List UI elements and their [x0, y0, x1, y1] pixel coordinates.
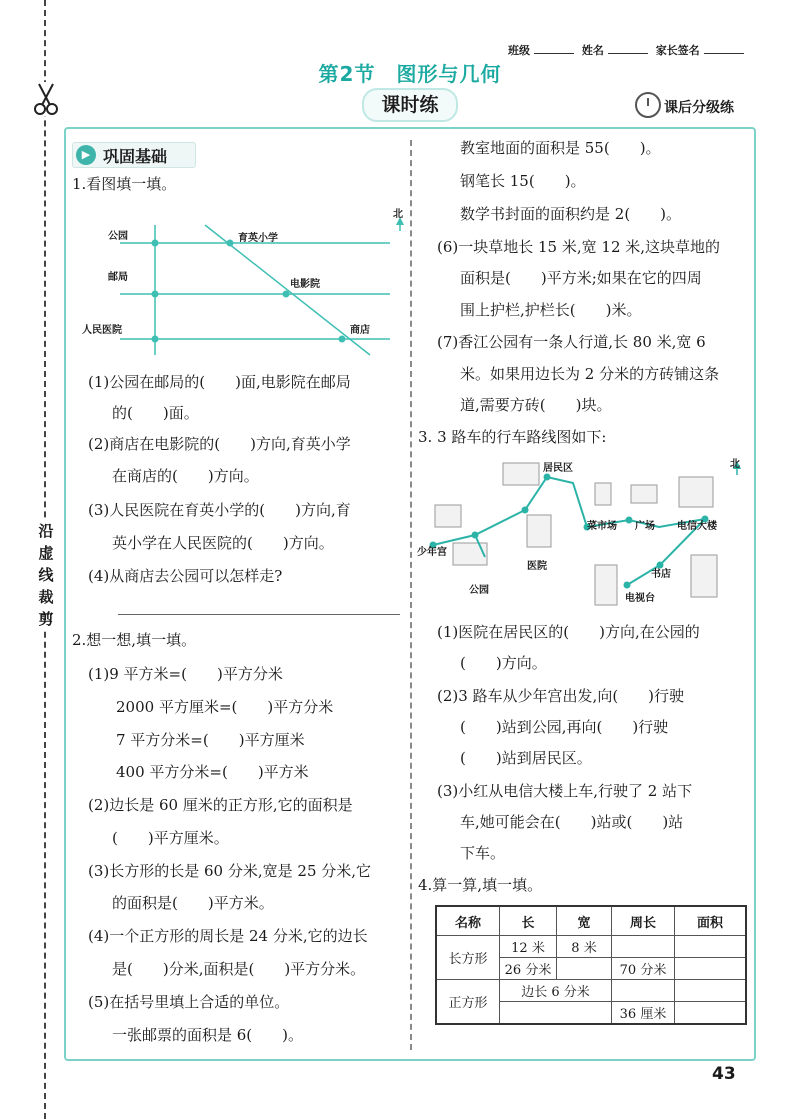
q2-cont-item: (6)一块草地长 15 米,宽 12 米,这块草地的: [437, 238, 721, 256]
class-blank[interactable]: [534, 53, 574, 54]
map-park-label: 公园: [108, 231, 128, 242]
table-cell: 12 米: [500, 936, 557, 958]
basics-banner: [72, 142, 196, 168]
q1-item: (2)商店在电影院的( )方向,育英小学: [88, 435, 351, 453]
q1-item: (4)从商店去公园可以怎样走?: [88, 567, 283, 585]
q2-item: 的面积是( )平方米。: [112, 894, 274, 912]
map-shop-label: 商店: [350, 325, 370, 336]
calc-table: [435, 905, 747, 1025]
q2-item: (5)在括号里填上合适的单位。: [88, 993, 290, 1011]
q3-item: (3)小红从电信大楼上车,行驶了 2 站下: [437, 782, 693, 800]
table-cell[interactable]: [675, 936, 747, 958]
bus-route-map: [415, 455, 755, 615]
q2-item: 7 平方分米=( )平方厘米: [116, 731, 305, 749]
page-number: 43: [712, 1064, 736, 1084]
q3-item: 下车。: [460, 844, 506, 862]
practice-title: 课时练: [362, 88, 458, 122]
bookstore-label: 书店: [651, 569, 671, 580]
map-school-label: 育英小学: [238, 233, 278, 244]
q1-item: 的( )面。: [112, 404, 199, 422]
name-label: 姓名: [581, 44, 604, 57]
cut-instruction: 沿虚线裁剪: [36, 520, 56, 630]
q1-item: 在商店的( )方向。: [112, 467, 259, 485]
table-cell: 36 厘米: [612, 1002, 675, 1025]
q3-item: ( )站到居民区。: [460, 749, 592, 767]
table-cell[interactable]: [557, 958, 612, 980]
basics-label: 巩固基础: [103, 147, 168, 166]
q1-item: (1)公园在邮局的( )面,电影院在邮局: [88, 373, 351, 391]
table-cell[interactable]: [612, 936, 675, 958]
answer-line[interactable]: [118, 614, 400, 615]
tv-tower-label: 电视台: [625, 593, 655, 604]
residential-label: 居民区: [543, 463, 573, 474]
table-header-row: [436, 906, 746, 936]
table-row: [436, 936, 746, 958]
square-label: 正方形: [436, 980, 500, 1025]
table-cell[interactable]: [675, 980, 747, 1002]
column-divider: [410, 140, 412, 1050]
square-label: 广场: [635, 521, 655, 532]
header-name: 名称: [436, 906, 500, 936]
map-cinema-label: 电影院: [290, 279, 320, 290]
q3-title: 3. 3 路车的行车路线图如下:: [418, 428, 607, 446]
q1-item: (3)人民医院在育英小学的( )方向,育: [88, 501, 351, 519]
q3-item: ( )方向。: [460, 654, 547, 672]
q2-cont-item: 道,需要方砖( )块。: [460, 396, 612, 414]
telecom-label: 电信大楼: [677, 521, 717, 532]
parent-sign-label: 家长签名: [655, 44, 700, 57]
q3-item: 车,她可能会在( )站或( )站: [460, 813, 684, 831]
table-cell: 边长 6 分米: [500, 980, 612, 1002]
table-row: [436, 980, 746, 1002]
class-label: 班级: [508, 44, 530, 57]
table-cell: 70 分米: [612, 958, 675, 980]
north-label: 北: [730, 459, 740, 470]
rect-label: 长方形: [436, 936, 500, 980]
q3-item: ( )站到公园,再向( )行驶: [460, 718, 669, 736]
q2-item: (1)9 平方米=( )平方分米: [88, 665, 283, 683]
north-label: 北: [393, 209, 403, 220]
street-map: [80, 205, 410, 365]
table-cell: 26 分米: [500, 958, 557, 980]
q2-cont-item: 米。如果用边长为 2 分米的方砖铺这条: [460, 365, 720, 383]
q2-title: 2.想一想,填一填。: [72, 631, 197, 649]
header-length: 长: [500, 906, 557, 936]
header-area: 面积: [675, 906, 747, 936]
q2-cont-item: (7)香江公园有一条人行道,长 80 米,宽 6: [437, 333, 706, 351]
level-label: 课后分级练: [664, 100, 734, 116]
q2-item: 400 平方分米=( )平方米: [116, 763, 309, 781]
q2-cont-item: 围上护栏,护栏长( )米。: [460, 301, 642, 319]
hospital-label: 医院: [527, 561, 547, 572]
map-post-label: 邮局: [108, 272, 128, 283]
q2-item: (4)一个正方形的周长是 24 分米,它的边长: [88, 927, 368, 945]
q2-cont-item: 教室地面的面积是 55( )。: [460, 139, 661, 157]
play-icon: ▶: [76, 145, 96, 165]
q2-item: (2)边长是 60 厘米的正方形,它的面积是: [88, 796, 353, 814]
q2-item: 一张邮票的面积是 6( )。: [112, 1026, 304, 1044]
q2-cont-item: 钢笔长 15( )。: [460, 172, 586, 190]
parent-sign-blank[interactable]: [704, 53, 744, 54]
table-cell: 8 米: [557, 936, 612, 958]
market-label: 菜市场: [587, 521, 617, 532]
table-cell[interactable]: [612, 980, 675, 1002]
q3-item: (1)医院在居民区的( )方向,在公园的: [437, 623, 700, 641]
q2-item: ( )平方厘米。: [112, 829, 229, 847]
map-hospital-label: 人民医院: [82, 325, 122, 336]
header-perimeter: 周长: [612, 906, 675, 936]
student-info-fields: [508, 42, 748, 58]
q2-item: 2000 平方厘米=( )平方分米: [116, 698, 334, 716]
park-label: 公园: [469, 585, 489, 596]
name-blank[interactable]: [608, 53, 648, 54]
q3-item: (2)3 路车从少年宫出发,向( )行驶: [437, 687, 685, 705]
q4-title: 4.算一算,填一填。: [418, 876, 543, 894]
q2-cont-item: 数学书封面的面积约是 2( )。: [460, 205, 682, 223]
q1-title: 1.看图填一填。: [72, 175, 177, 193]
header-width: 宽: [557, 906, 612, 936]
youth-palace-label: 少年宫: [417, 547, 447, 558]
q2-item: 是( )分米,面积是( )平方分米。: [112, 960, 366, 978]
table-cell[interactable]: [500, 1002, 612, 1025]
scissors-icon: [33, 82, 59, 116]
q1-item: 英小学在人民医院的( )方向。: [112, 534, 334, 552]
table-cell[interactable]: [675, 1002, 747, 1025]
q2-cont-item: 面积是( )平方米;如果在它的四周: [460, 269, 702, 287]
table-cell[interactable]: [675, 958, 747, 980]
clock-icon: [635, 92, 661, 118]
q2-item: (3)长方形的长是 60 分米,宽是 25 分米,它: [88, 862, 372, 880]
section-title: 第2节 图形与几何: [318, 62, 502, 86]
